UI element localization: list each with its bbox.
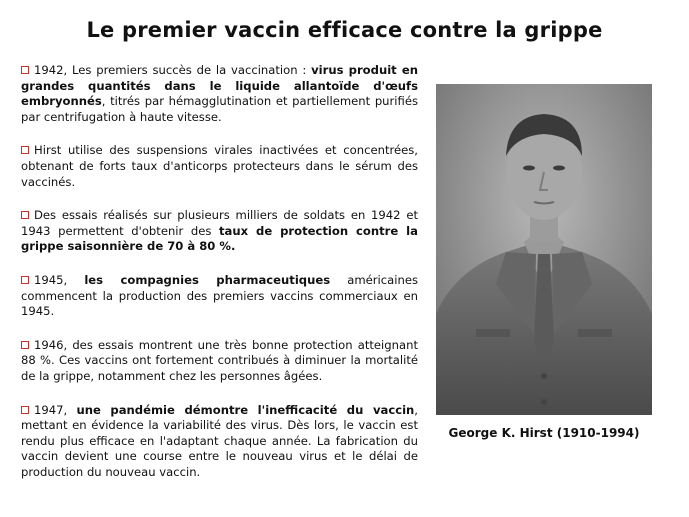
portrait-illustration	[436, 84, 652, 415]
square-bullet-icon	[21, 341, 29, 349]
bullet-item	[21, 338, 418, 385]
bullet-text: 1947,	[34, 402, 77, 417]
square-bullet-icon	[21, 66, 29, 74]
bullet-text: 1945,	[34, 272, 85, 287]
bullet-bold-text: virus produit en grandes quantités dans le liquide allantoïde d'œufs embryonnés	[21, 63, 418, 109]
bullet-text: Hirst utilise des suspensions virales inactivées et concentrées, obtenant de forts taux d'anticorps protecteurs dans le sérum des vaccinés.	[21, 143, 418, 189]
photo-caption: George K. Hirst (1910-1994)	[448, 426, 640, 440]
bullet-bold-text: taux de protection contre la grippe saisonnière de 70 à 80 %.	[21, 223, 418, 254]
bullet-text: 1942, Les premiers succès de la vaccination :	[34, 63, 312, 77]
bullet-item	[21, 63, 418, 125]
bullet-text: , mettant en évidence la variabilité des virus. Dès lors, le vaccin est rendu plus efficace en l'adaptant chaque année. La fabrication du vaccin devient une course entre le nouveau virus et le délai de production du nouveau vaccin.	[21, 402, 418, 479]
bullet-item	[21, 208, 418, 255]
square-bullet-icon	[21, 276, 29, 284]
portrait-photo	[436, 84, 652, 415]
square-bullet-icon	[21, 146, 29, 154]
square-bullet-icon	[21, 211, 29, 219]
bullet-item	[21, 403, 418, 481]
slide-title: Le premier vaccin efficace contre la grippe	[86, 18, 603, 42]
bullet-text: américaines commencent la production des premiers vaccins commerciaux en 1945.	[21, 272, 418, 319]
bullet-text: Des essais réalisés sur plusieurs milliers de soldats en 1942 et 1943 permettent d'obtenir des	[21, 208, 418, 238]
bullet-bold-text: les compagnies pharmaceutiques	[84, 272, 331, 287]
bullet-item	[21, 143, 418, 190]
bullet-bold-text: une pandémie démontre l'inefficacité du vaccin	[76, 402, 415, 417]
bullet-item	[21, 273, 418, 320]
bullet-text: 1946, des essais montrent une très bonne protection atteignant 88 %. Ces vaccins ont fortement contribués à diminuer la mortalité de la grippe, notamment chez les personnes âgées.	[21, 337, 418, 383]
bullet-list	[21, 63, 418, 498]
square-bullet-icon	[21, 406, 29, 414]
bullet-text: , titrés par hémagglutination et partiellement purifiés par centrifugation à haute vitesse.	[21, 94, 418, 124]
